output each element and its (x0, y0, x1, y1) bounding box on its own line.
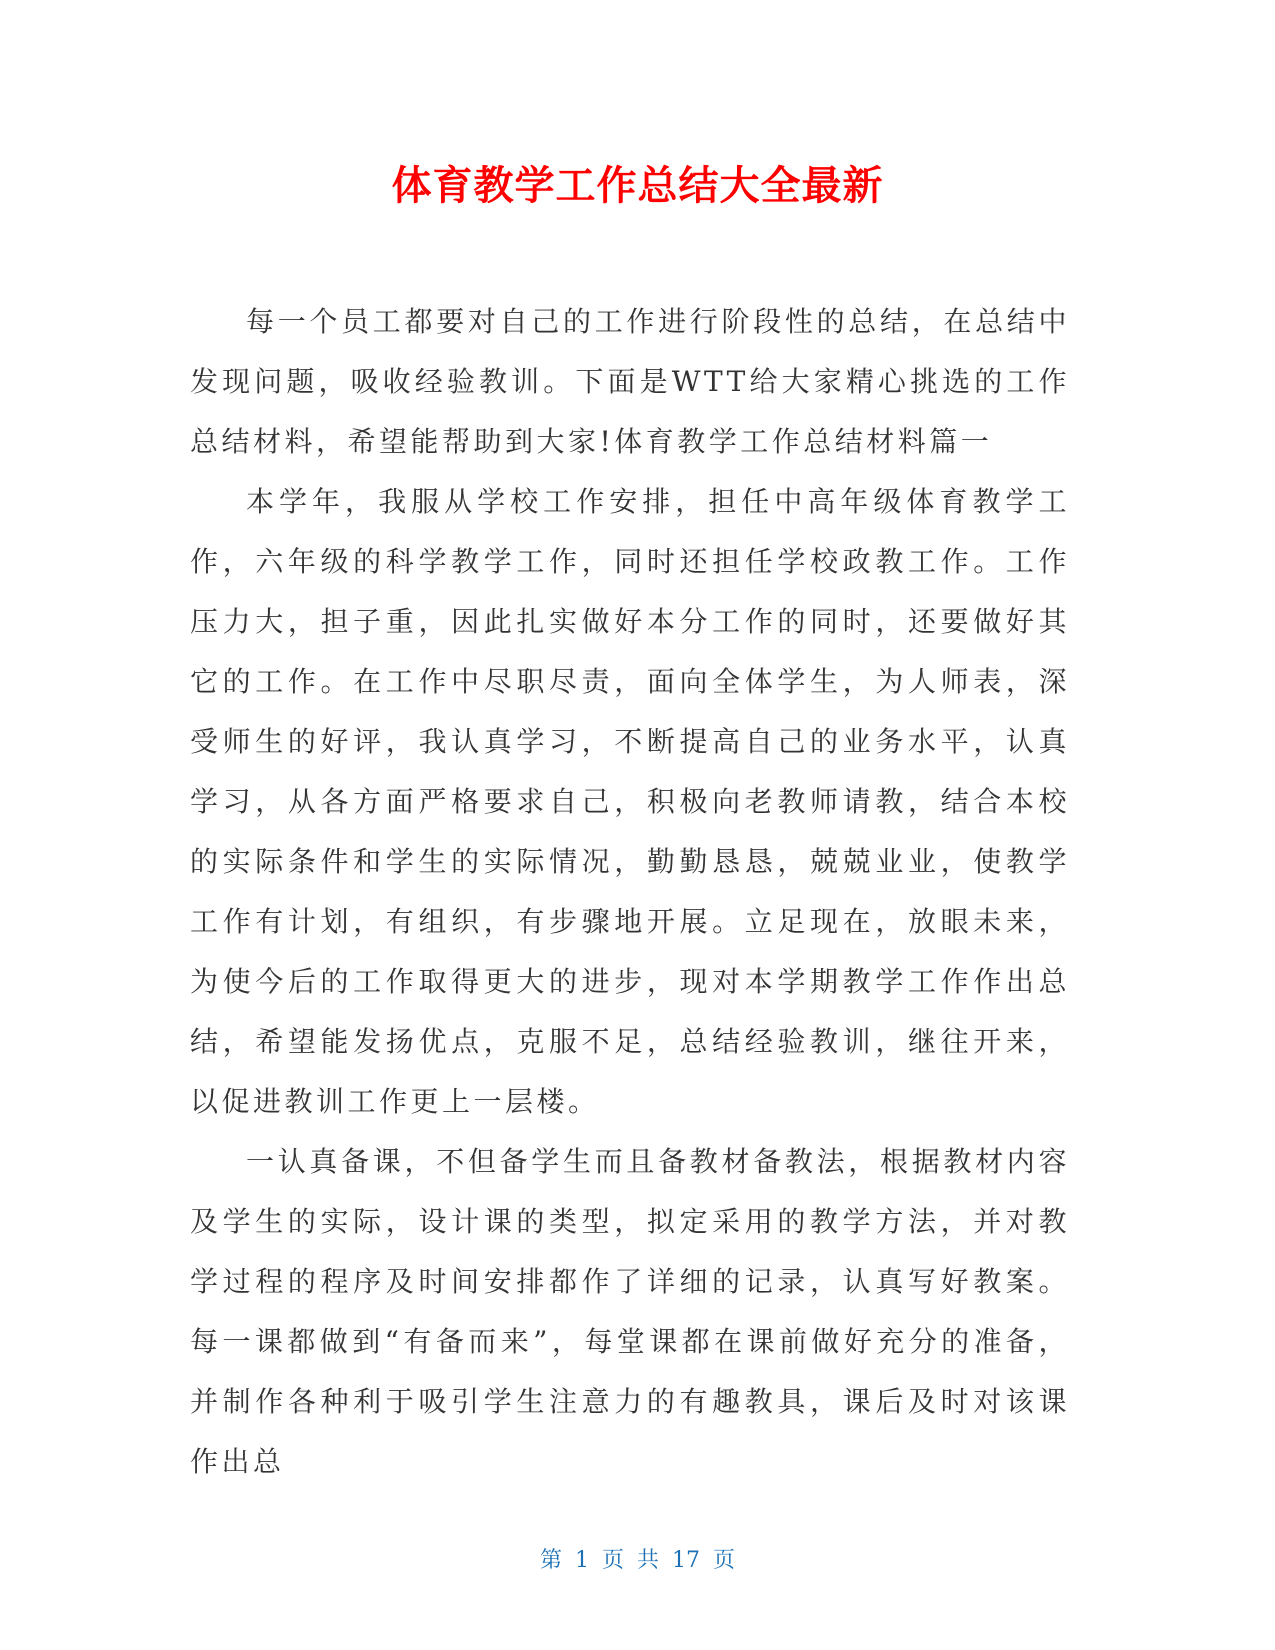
document-body (190, 292, 1070, 1492)
paragraph-overview: 本学年，我服从学校工作安排，担任中高年级体育教学工作，六年级的科学教学工作，同时还担任学校政教工作。工作压力大，担子重，因此扎实做好本分工作的同时，还要做好其它的工作。在工作中尽职尽责，面向全体学生，为人师表，深受师生的好评，我认真学习，不断提高自己的业务水平，认真学习，从各方面严格要求自己，积极向老教师请教，结合本校的实际条件和学生的实际情况，勤勤恳恳，兢兢业业，使教学工作有计划，有组织，有步骤地开展。立足现在，放眼未来，为使今后的工作取得更大的进步，现对本学期教学工作作出总结，希望能发扬优点，克服不足，总结经验教训，继往开来，以促进教训工作更上一层楼。 (190, 485, 1070, 1118)
paragraph-lesson-prep: 一认真备课，不但备学生而且备教材备教法，根据教材内容及学生的实际，设计课的类型，拟定采用的教学方法，并对教学过程的程序及时间安排都作了详细的记录，认真写好教案。每一课都做到“有备而来”，每堂课都在课前做好充分的准备，并制作各种利于吸引学生注意力的有趣教具，课后及时对该课作出总 (190, 1145, 1070, 1478)
document-title: 体育教学工作总结大全最新 (391, 163, 884, 209)
page-number-footer: 第 1 页 共 17 页 (540, 1548, 735, 1573)
paragraph-intro: 每一个员工都要对自己的工作进行阶段性的总结，在总结中发现问题，吸收经验教训。下面是WTT给大家精心挑选的工作总结材料，希望能帮助到大家!体育教学工作总结材料篇一 (190, 305, 1070, 458)
